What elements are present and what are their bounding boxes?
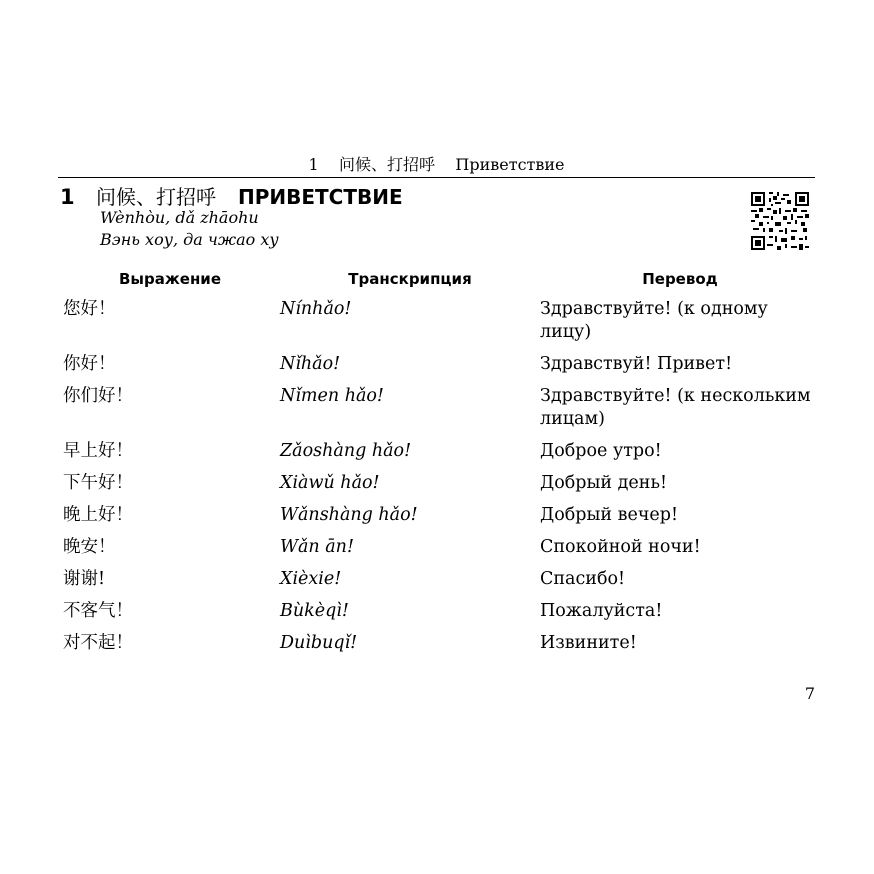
cell-expression: 您好！ (63, 299, 116, 319)
running-header-russian: Приветствие (455, 155, 565, 174)
cell-translation: Добрый вечер! (540, 505, 679, 525)
cell-expression: 不客气！ (63, 601, 133, 621)
table-row (60, 385, 820, 431)
cell-translation: Здравствуйте! (к нескольким лицам) (540, 386, 811, 429)
table-header (60, 266, 820, 292)
cell-translation: Добрый день! (540, 473, 668, 493)
section-pinyin: Wènhòu, dǎ zhāohu (100, 208, 259, 227)
section-title-chinese: 问候、打招呼 (96, 185, 216, 209)
cell-expression: 下午好！ (63, 473, 133, 493)
cell-transcription: Xièxie! (280, 569, 342, 589)
cell-transcription: Nǐhǎo! (280, 354, 341, 374)
table-row (60, 536, 820, 559)
running-header-num: 1 (308, 155, 319, 174)
running-header-chinese: 问候、打招呼 (339, 155, 436, 174)
table-row (60, 568, 820, 591)
table-row (60, 472, 820, 495)
column-header-expression: Выражение (118, 270, 221, 288)
cell-expression: 对不起！ (63, 633, 133, 653)
cell-transcription: Bùkèqì! (280, 601, 349, 621)
table-row (60, 298, 820, 344)
cell-expression: 你好！ (63, 354, 116, 374)
cell-translation: Спокойной ночи! (540, 537, 701, 557)
cell-transcription: Duìbuqǐ! (280, 633, 358, 653)
cell-transcription: Wǎn ān! (280, 537, 354, 557)
cell-transcription: Wǎnshàng hǎo! (280, 505, 418, 525)
cell-expression: 早上好！ (63, 441, 133, 461)
page-number: 7 (804, 684, 815, 703)
cell-expression: 谢谢! (63, 569, 106, 589)
section-title-russian: ПРИВЕТСТВИЕ (238, 185, 403, 209)
cell-transcription: Nínhǎo! (280, 299, 352, 319)
table-row (60, 353, 820, 376)
header-rule (58, 177, 815, 178)
cell-translation: Доброе утро! (540, 441, 662, 461)
cell-translation: Здравствуйте! (к одному лицу) (540, 299, 768, 342)
table-row (60, 600, 820, 623)
section-title (60, 181, 403, 211)
section-number: 1 (60, 185, 75, 209)
cell-translation: Пожалуйста! (540, 601, 663, 621)
section-transliteration: Вэнь хоу, да чжао ху (100, 230, 279, 249)
column-header-transcription: Транскрипция (348, 270, 472, 288)
cell-expression: 晚安！ (63, 537, 116, 557)
cell-expression: 你们好！ (63, 386, 133, 406)
column-header-translation: Перевод (642, 270, 718, 288)
running-header (58, 154, 815, 176)
phrase-table (60, 266, 820, 655)
cell-transcription: Nǐmen hǎo! (280, 386, 384, 406)
cell-translation: Извините! (540, 633, 637, 653)
cell-expression: 晚上好！ (63, 505, 133, 525)
table-row (60, 440, 820, 463)
table-row (60, 632, 820, 655)
cell-transcription: Zǎoshàng hǎo! (280, 441, 412, 461)
cell-translation: Спасибо! (540, 569, 626, 589)
qr-code-icon[interactable] (751, 192, 809, 250)
table-row (60, 504, 820, 527)
cell-translation: Здравствуй! Привет! (540, 354, 733, 374)
cell-transcription: Xiàwǔ hǎo! (280, 473, 380, 493)
